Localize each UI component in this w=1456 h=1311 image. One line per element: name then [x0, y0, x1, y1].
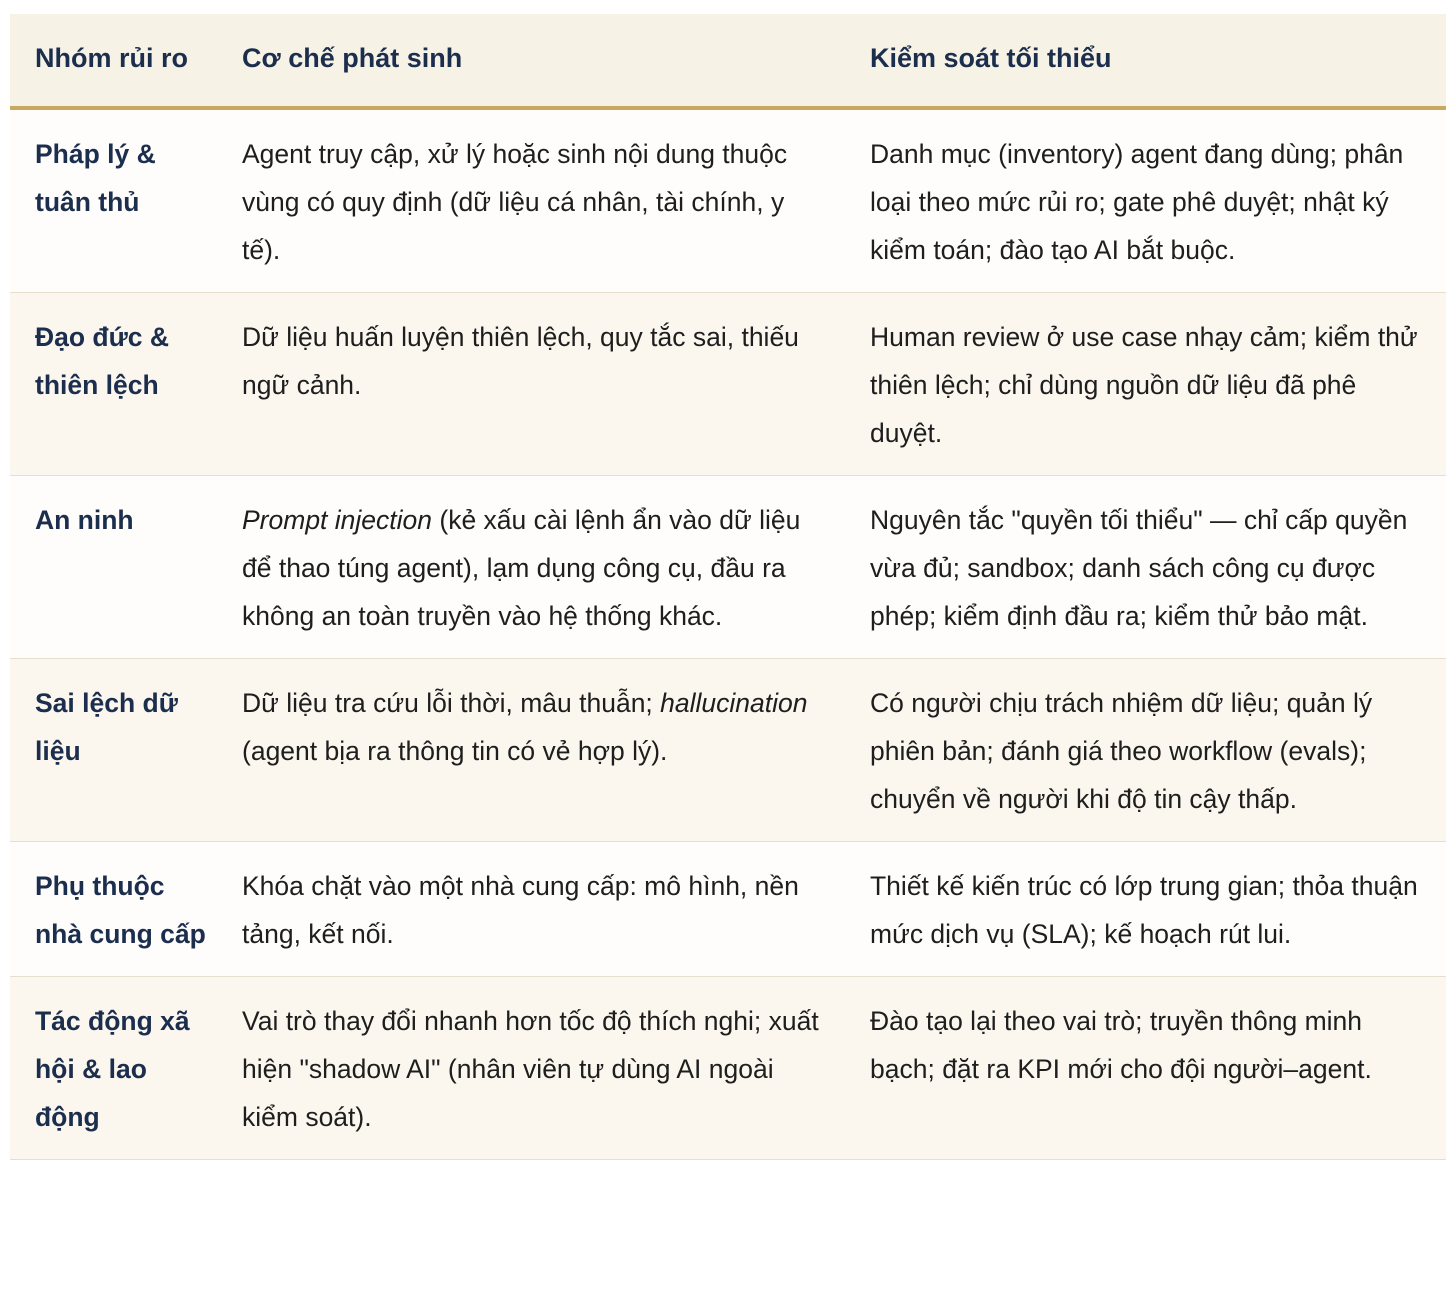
risk-group-cell: An ninh	[10, 476, 218, 659]
header-mechanism: Cơ chế phát sinh	[218, 14, 846, 108]
risk-group-cell: Tác động xã hội & lao động	[10, 977, 218, 1160]
control-cell: Có người chịu trách nhiệm dữ liệu; quản lý phiên bản; đánh giá theo workflow (evals); chuyển về người khi độ tin cậy thấp.	[846, 659, 1446, 842]
mechanism-cell: Dữ liệu huấn luyện thiên lệch, quy tắc sai, thiếu ngữ cảnh.	[218, 293, 846, 476]
control-cell: Nguyên tắc "quyền tối thiểu" — chỉ cấp quyền vừa đủ; sandbox; danh sách công cụ được phép; kiểm định đầu ra; kiểm thử bảo mật.	[846, 476, 1446, 659]
header-minimum-control: Kiểm soát tối thiểu	[846, 14, 1446, 108]
table-body	[10, 108, 1446, 1160]
mechanism-emphasis: Prompt injection	[242, 505, 433, 535]
mechanism-emphasis: hallucination	[660, 688, 808, 718]
control-cell: Đào tạo lại theo vai trò; truyền thông minh bạch; đặt ra KPI mới cho đội người–agent.	[846, 977, 1446, 1160]
header-row	[10, 14, 1446, 108]
mechanism-cell: Vai trò thay đổi nhanh hơn tốc độ thích nghi; xuất hiện "shadow AI" (nhân viên tự dùng AI ngoài kiểm soát).	[218, 977, 846, 1160]
control-cell: Human review ở use case nhạy cảm; kiểm thử thiên lệch; chỉ dùng nguồn dữ liệu đã phê duyệt.	[846, 293, 1446, 476]
table-header	[10, 14, 1446, 108]
table-row	[10, 476, 1446, 659]
mechanism-text: (agent bịa ra thông tin có vẻ hợp lý).	[242, 736, 668, 766]
table-row	[10, 659, 1446, 842]
mechanism-text: (kẻ xấu cài lệnh ẩn vào dữ liệu để thao túng agent), lạm dụng công cụ, đầu ra không an toàn truyền vào hệ thống khác.	[242, 505, 801, 631]
risk-table-container	[10, 14, 1446, 1160]
risk-group-cell: Đạo đức & thiên lệch	[10, 293, 218, 476]
mechanism-cell: Khóa chặt vào một nhà cung cấp: mô hình, nền tảng, kết nối.	[218, 842, 846, 977]
mechanism-cell	[218, 659, 846, 842]
control-cell: Danh mục (inventory) agent đang dùng; phân loại theo mức rủi ro; gate phê duyệt; nhật ký kiểm toán; đào tạo AI bắt buộc.	[846, 108, 1446, 293]
mechanism-cell: Agent truy cập, xử lý hoặc sinh nội dung thuộc vùng có quy định (dữ liệu cá nhân, tài chính, y tế).	[218, 108, 846, 293]
mechanism-cell	[218, 476, 846, 659]
table-row	[10, 977, 1446, 1160]
risk-group-cell: Phụ thuộc nhà cung cấp	[10, 842, 218, 977]
table-row	[10, 108, 1446, 293]
mechanism-text-pre: Dữ liệu tra cứu lỗi thời, mâu thuẫn;	[242, 688, 661, 718]
risk-control-table	[10, 14, 1446, 1160]
header-risk-group: Nhóm rủi ro	[10, 14, 218, 108]
control-cell: Thiết kế kiến trúc có lớp trung gian; thỏa thuận mức dịch vụ (SLA); kế hoạch rút lui.	[846, 842, 1446, 977]
table-row	[10, 842, 1446, 977]
table-row	[10, 293, 1446, 476]
risk-group-cell: Pháp lý & tuân thủ	[10, 108, 218, 293]
risk-group-cell: Sai lệch dữ liệu	[10, 659, 218, 842]
